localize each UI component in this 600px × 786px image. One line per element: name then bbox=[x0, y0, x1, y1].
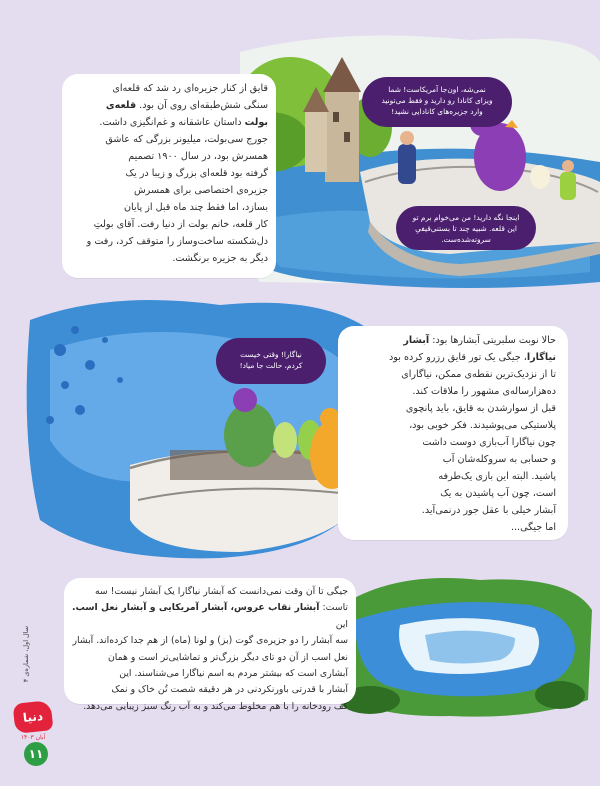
niagara-line-11: آبشار خیلی با عقل جور درنمی‌آید. bbox=[421, 505, 556, 516]
page-number-badge bbox=[24, 742, 48, 766]
niagara-line-10: است، چون آب پاشیدن به یک bbox=[440, 488, 556, 499]
castle-line-7: جزیره‌ی اختصاصی برای همسرش bbox=[133, 185, 268, 196]
falls-line-3: سه آبشار را دو جزیره‌ی گوت (بز) و لونا (ماه) از هم جدا کرده‌اند. آبشار bbox=[72, 635, 348, 647]
castle-line-5: همسرش بود، در سال ۱۹۰۰ تصمیم bbox=[128, 151, 268, 162]
castle-line-11: دیگر به جزیره برنگشت. bbox=[172, 253, 268, 264]
niagara-line-5: قبل از سوارشدن به قایق، باید پانچوی bbox=[405, 403, 556, 414]
falls-line-1: جیگی تا آن وقت نمی‌دانست که آبشار نیاگارا یک آبشار نیست! سه bbox=[94, 586, 348, 597]
issue-caption: سال اول، شماره‌ی ۳ bbox=[22, 625, 30, 683]
niagara-line-4: ده‌هزارساله‌ی مشهور را ملاقات کند. bbox=[412, 386, 556, 397]
niagara-line-2: نیاگارا، جیگی یک تور قایق رزرو کرده بود bbox=[389, 352, 556, 363]
falls-line-5: آبشاری است که بیشتر مردم به اسم نیاگارا می‌شناسند. این bbox=[119, 668, 348, 680]
castle-bold-name-2: بولت bbox=[244, 117, 268, 128]
page-number: ۱۱ bbox=[28, 747, 44, 761]
speech-bubble-visa: نمی‌شه، اون‌جا آمریکاست! شما ویزای کانادا رو دارید و فقط می‌تونید وارد جزیره‌های کانادایی نشید! bbox=[362, 77, 512, 127]
falls-paragraph bbox=[72, 584, 348, 715]
niagara-line-9: پاشید. البته این بازی یک‌طرفه bbox=[438, 471, 556, 482]
niagara-bold-1: آبشار bbox=[403, 335, 430, 346]
speech-bubble-niagara: نیاگارا! وقتی خیست کردم، حالت جا میاد! bbox=[216, 338, 326, 384]
niagara-bold-2: نیاگارا bbox=[526, 352, 556, 363]
castle-line-10: دل‌شکسته ساخت‌وساز را متوقف کرد، رفت و bbox=[86, 236, 268, 247]
magazine-logo bbox=[13, 700, 54, 734]
castle-line-4: جورج سی‌بولت، میلیونر بزرگی که عاشق bbox=[105, 134, 268, 145]
castle-line-8: بسازد، اما فقط چند ماه قبل از پایان bbox=[124, 202, 268, 213]
castle-line-9: کار قلعه، خانم بولت از دنیا رفت. آقای بولتِ bbox=[93, 219, 268, 230]
falls-line-4: نعل اسب از آن دو تای دیگر بزرگ‌تر و تماشایی‌تر است و همان bbox=[107, 651, 348, 663]
castle-line-2: سنگی شش‌طبقه‌ای روی آن بود. قلعه‌ی bbox=[105, 100, 268, 111]
castle-boat-illustration bbox=[220, 32, 600, 290]
niagara-line-1: حالا نوبت سلبریتی آبشارها بود: آبشار bbox=[403, 335, 556, 346]
castle-bold-name: قلعه‌ی bbox=[105, 100, 137, 111]
horseshoe-falls-illustration bbox=[330, 570, 595, 720]
falls-line-6: آبشار با قدرتی باورنکردنی در هر دقیقه شصت تُن خاک و نمک bbox=[111, 684, 348, 696]
niagara-line-6: پلاستیکی می‌پوشیدند. فکر خوبی بود، bbox=[409, 420, 556, 431]
niagara-boat-illustration bbox=[20, 290, 380, 565]
niagara-line-12: اما جیگی... bbox=[510, 522, 556, 533]
castle-line-6: گرفته بود قلعه‌ای بزرگ و زیبا در یک bbox=[125, 168, 268, 179]
castle-line-3: بولت داستان عاشقانه و غم‌انگیزی داشت. bbox=[99, 117, 268, 128]
falls-line-2: تاست: آبشار نقاب عروس، آبشار آمریکایی و آبشار نعل اسب. این bbox=[72, 602, 348, 630]
falls-names-bold: آبشار نقاب عروس، آبشار آمریکایی و آبشار نعل اسب. bbox=[72, 602, 320, 614]
castle-paragraph bbox=[76, 80, 268, 267]
niagara-line-3: تا از نزدیک‌ترین نقطه‌ی ممکن، نیاگارای bbox=[401, 369, 556, 380]
magazine-logo-text: دنیا bbox=[22, 708, 44, 726]
castle-line-1: قایق از کنار جزیره‌ای رد شد که قلعه‌ای bbox=[112, 83, 268, 94]
niagara-line-7: چون نیاگارا آب‌بازی دوست داشت bbox=[422, 437, 556, 448]
falls-line-7: کف رودخانه را با هم مخلوط می‌کند و به آب رنگ سبز زیبایی می‌دهد. bbox=[83, 700, 348, 712]
niagara-line-8: و حسابی به سروکله‌شان آب bbox=[442, 454, 556, 465]
magazine-date: آبان ۱۴۰۳ bbox=[20, 734, 46, 741]
niagara-paragraph bbox=[352, 332, 556, 536]
speech-bubble-castle: اینجا نگه دارید! من می‌خوام برم تو این قلعه. شبیه چند تا بستنی‌قیفیِ سروته‌شده‌ست. bbox=[396, 206, 536, 250]
